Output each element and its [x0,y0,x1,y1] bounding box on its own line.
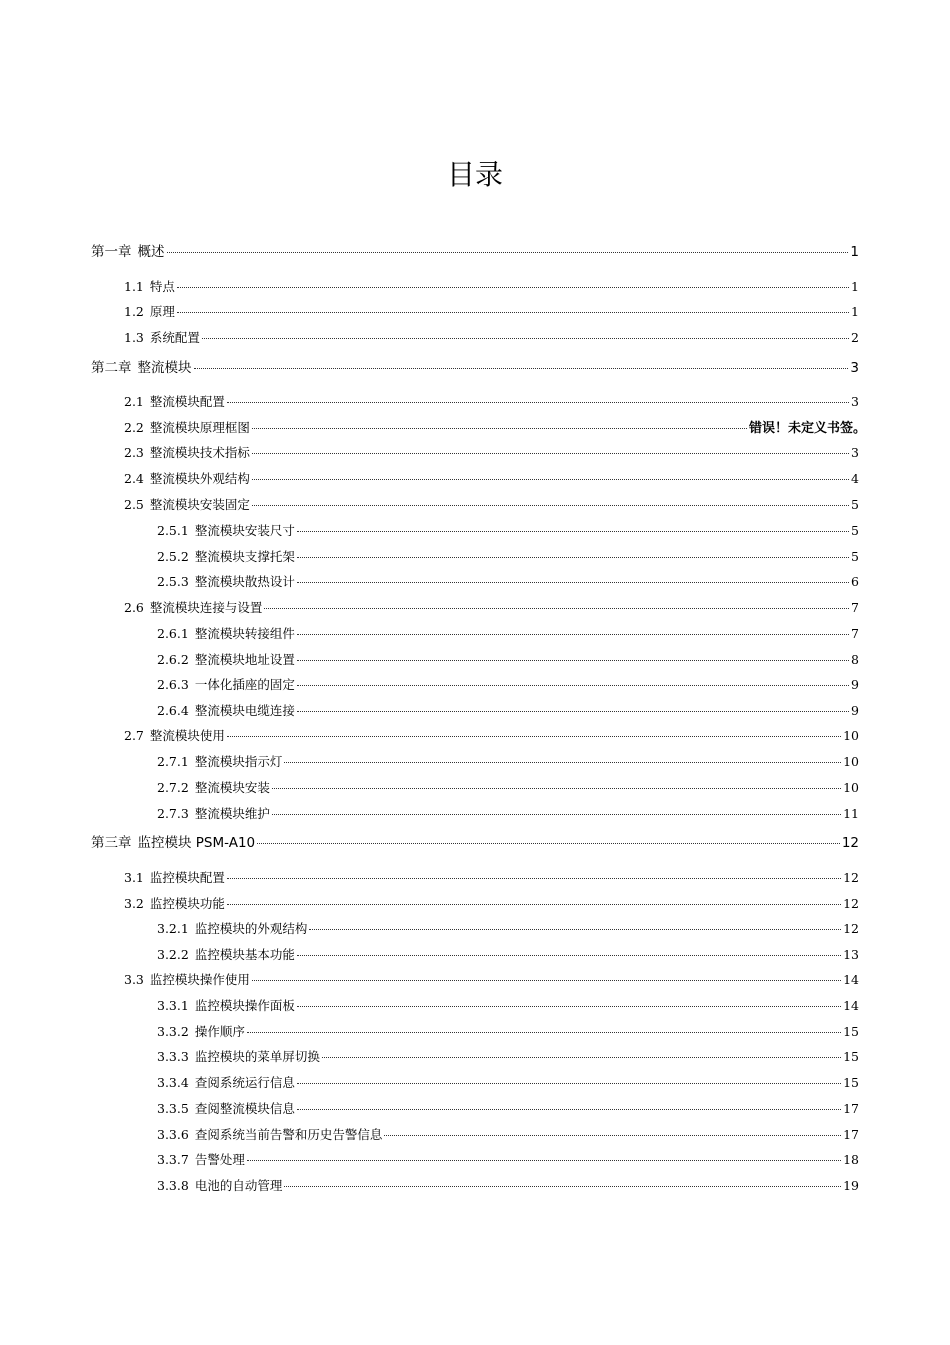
toc-page-number: 19 [843,1178,859,1193]
toc-entry[interactable] [157,752,859,772]
toc-entry-number: 3.3.7 [157,1152,189,1167]
toc-entry[interactable] [91,833,859,853]
dot-leader [272,813,841,815]
dot-leader [297,530,849,532]
toc-page-number: 17 [843,1101,859,1116]
toc-entry[interactable] [124,469,859,489]
toc-entry-number: 3.2.1 [157,921,189,936]
toc-entry-title: 监控模块 PSM-A10 [137,835,256,851]
toc-entry[interactable] [124,443,859,463]
toc-entry-title: 整流模块安装尺寸 [194,523,295,538]
dot-leader [297,633,849,635]
dot-leader [284,1185,841,1187]
toc-entry-title: 监控模块配置 [149,870,225,885]
toc-page-number: 14 [843,998,859,1013]
toc-page-number: 11 [843,806,859,821]
toc-entry-title: 监控模块功能 [149,896,225,911]
toc-entry-number: 3.3.1 [157,998,189,1013]
toc-entry-title: 系统配置 [149,330,200,345]
toc-entry-number: 2.5.1 [157,523,189,538]
toc-entry-title: 整流模块使用 [149,728,225,743]
toc-entry-number: 3.1 [124,870,144,885]
dot-leader [322,1056,841,1058]
toc-entry-number: 2.6.1 [157,626,189,641]
dot-leader [227,877,841,879]
dot-leader [227,401,849,403]
toc-entry-number: 2.6 [124,600,144,615]
toc-entry-title: 告警处理 [194,1152,245,1167]
toc-page-number: 15 [843,1075,859,1090]
toc-page-number: 8 [851,652,859,667]
toc-entry-title: 概述 [137,244,165,260]
toc-entry-number: 3.3.6 [157,1127,189,1142]
toc-title: 目录 [446,158,503,191]
toc-entry-number: 3.3 [124,972,144,987]
dot-leader [202,337,849,339]
toc-entry-number: 3.3.4 [157,1075,189,1090]
toc-entry[interactable] [157,624,859,644]
dot-leader [297,581,849,583]
toc-entry-number: 2.7 [124,728,144,743]
toc-entry-title: 电池的自动管理 [194,1178,283,1193]
toc-entry[interactable] [157,1073,859,1093]
toc-entry-number: 2.7.1 [157,754,189,769]
toc-entry[interactable] [124,598,859,618]
toc-entry-title: 整流模块连接与设置 [149,600,263,615]
toc-page-number: 7 [851,600,859,615]
toc-entry-number: 2.2 [124,420,144,435]
toc-entry-number: 3.2.2 [157,947,189,962]
toc-page-number: 12 [843,870,859,885]
toc-page-number: 3 [851,394,859,409]
dot-leader [297,659,849,661]
toc-page-number: 1 [850,244,859,260]
toc-entry-number: 1.3 [124,330,144,345]
toc-page-number: 3 [850,360,859,376]
toc-page-number: 6 [851,574,859,589]
toc-entry[interactable] [124,726,859,746]
dot-leader [297,1108,841,1110]
toc-entry[interactable] [124,868,859,888]
toc-entry[interactable] [124,328,859,348]
toc-entry-title: 整流模块维护 [194,806,270,821]
toc-page-number: 5 [851,549,859,564]
dot-leader [384,1134,841,1136]
toc-entry-number: 2.6.2 [157,652,189,667]
toc-page-number: 10 [843,728,859,743]
toc-entry-title: 查阅系统运行信息 [194,1075,295,1090]
dot-leader [257,842,840,844]
dot-leader [177,311,849,313]
toc-entry-title: 监控模块操作使用 [149,972,250,987]
toc-page-number: 5 [851,497,859,512]
toc-entry[interactable] [124,392,859,412]
toc-page-number: 1 [851,279,859,294]
toc-entry[interactable] [157,945,859,965]
dot-leader [297,1082,841,1084]
toc-entry[interactable] [124,418,866,438]
toc-entry-number: 第二章 [91,360,132,376]
toc-entry[interactable] [124,302,859,322]
toc-entry[interactable] [124,970,859,990]
toc-entry-title: 整流模块指示灯 [194,754,283,769]
toc-page-number: 12 [843,921,859,936]
toc-entry-number: 2.6.3 [157,677,189,692]
toc-entry-number: 第三章 [91,835,132,851]
toc-entry[interactable] [157,996,859,1016]
dot-leader [194,367,849,369]
toc-page-number: 18 [843,1152,859,1167]
toc-entry-number: 2.7.3 [157,806,189,821]
toc-entry-number: 2.4 [124,471,144,486]
toc-entry-title: 整流模块转接组件 [194,626,295,641]
toc-entry-number: 3.3.2 [157,1024,189,1039]
toc-page-number: 9 [851,703,859,718]
toc-entry-title: 操作顺序 [194,1024,245,1039]
toc-entry-title: 查阅整流模块信息 [194,1101,295,1116]
toc-entry-title: 整流模块原理框图 [149,420,250,435]
toc-entry[interactable] [157,701,859,721]
toc-entry-number: 3.2 [124,896,144,911]
dot-leader [247,1159,841,1161]
toc-entry-number: 2.5.3 [157,574,189,589]
toc-entry-title: 整流模块安装固定 [149,497,250,512]
toc-entry-title: 一体化插座的固定 [194,677,295,692]
toc-entry-title: 特点 [149,279,175,294]
toc-entry-title: 监控模块的菜单屏切换 [194,1049,320,1064]
toc-entry-title: 整流模块外观结构 [149,471,250,486]
toc-entry[interactable] [124,894,859,914]
dot-leader [227,735,841,737]
toc-page-number: 12 [841,835,859,851]
dot-leader [227,903,841,905]
toc-page-number: 13 [843,947,859,962]
toc-entry-title: 查阅系统当前告警和历史告警信息 [194,1127,383,1142]
dot-leader [252,979,841,981]
toc-entry-title: 整流模块技术指标 [149,445,250,460]
toc-entry-number: 第一章 [91,244,132,260]
toc-entry-number: 1.1 [124,279,144,294]
dot-leader [264,607,849,609]
toc-page-number: 14 [843,972,859,987]
toc-page-number: 7 [851,626,859,641]
toc-page-number: 9 [851,677,859,692]
dot-leader [272,787,841,789]
toc-entry[interactable] [124,277,859,297]
dot-leader [297,1005,841,1007]
dot-leader [284,761,841,763]
toc-entry[interactable] [157,521,859,541]
toc-entry-number: 2.5 [124,497,144,512]
toc-entry[interactable] [157,1176,859,1196]
dot-leader [247,1031,841,1033]
toc-page-number: 10 [843,780,859,795]
toc-page-number: 1 [851,304,859,319]
dot-leader [297,556,849,558]
toc-page-number: 15 [843,1024,859,1039]
toc-entry[interactable] [157,804,859,824]
toc-page-number: 15 [843,1049,859,1064]
toc-entry[interactable] [157,1047,859,1067]
bookmark-error-text: 错误！未定义书签。 [748,421,866,436]
toc-entry-number: 2.7.2 [157,780,189,795]
toc-entry-title: 整流模块 [137,360,192,376]
toc-entry-title: 监控模块操作面板 [194,998,295,1013]
toc-entry-title: 原理 [149,304,175,319]
toc-entry[interactable] [157,675,859,695]
toc-entry-number: 3.3.8 [157,1178,189,1193]
toc-entry[interactable] [157,1022,859,1042]
dot-leader [297,684,849,686]
dot-leader [252,427,747,429]
toc-entry-title: 监控模块的外观结构 [194,921,308,936]
toc-entry-title: 整流模块散热设计 [194,574,295,589]
toc-entry[interactable] [157,1099,859,1119]
dot-leader [309,928,841,930]
toc-entry-number: 1.2 [124,304,144,319]
toc-page-number: 5 [851,523,859,538]
toc-entry-title: 整流模块配置 [149,394,225,409]
toc-entry-title: 整流模块地址设置 [194,652,295,667]
toc-entry-title: 监控模块基本功能 [194,947,295,962]
toc-entry[interactable] [157,778,859,798]
dot-leader [177,286,849,288]
toc-page-number: 10 [843,754,859,769]
toc-entry[interactable] [157,1150,859,1170]
toc-entry-number: 2.3 [124,445,144,460]
toc-entry[interactable] [157,1125,859,1145]
toc-entry-number: 3.3.3 [157,1049,189,1064]
dot-leader [167,251,849,253]
toc-entry[interactable] [157,650,859,670]
toc-entry[interactable] [124,495,859,515]
toc-entry-title: 整流模块电缆连接 [194,703,295,718]
toc-page-number: 17 [843,1127,859,1142]
toc-entry-title: 整流模块支撑托架 [194,549,295,564]
toc-entry[interactable] [157,547,859,567]
toc-page-number: 2 [851,330,859,345]
toc-entry-title: 整流模块安装 [194,780,270,795]
toc-page-number: 4 [851,471,859,486]
dot-leader [252,504,849,506]
toc-page-number: 3 [851,445,859,460]
toc-entry-number: 2.5.2 [157,549,189,564]
toc-entry[interactable] [91,242,859,262]
toc-entry-number: 3.3.5 [157,1101,189,1116]
toc-entry-number: 2.1 [124,394,144,409]
dot-leader [297,710,849,712]
toc-entry[interactable] [157,572,859,592]
toc-entry-number: 2.6.4 [157,703,189,718]
dot-leader [252,478,849,480]
dot-leader [252,452,849,454]
toc-page-number: 12 [843,896,859,911]
toc-entry[interactable] [91,358,859,378]
dot-leader [297,954,841,956]
toc-entry[interactable] [157,919,859,939]
